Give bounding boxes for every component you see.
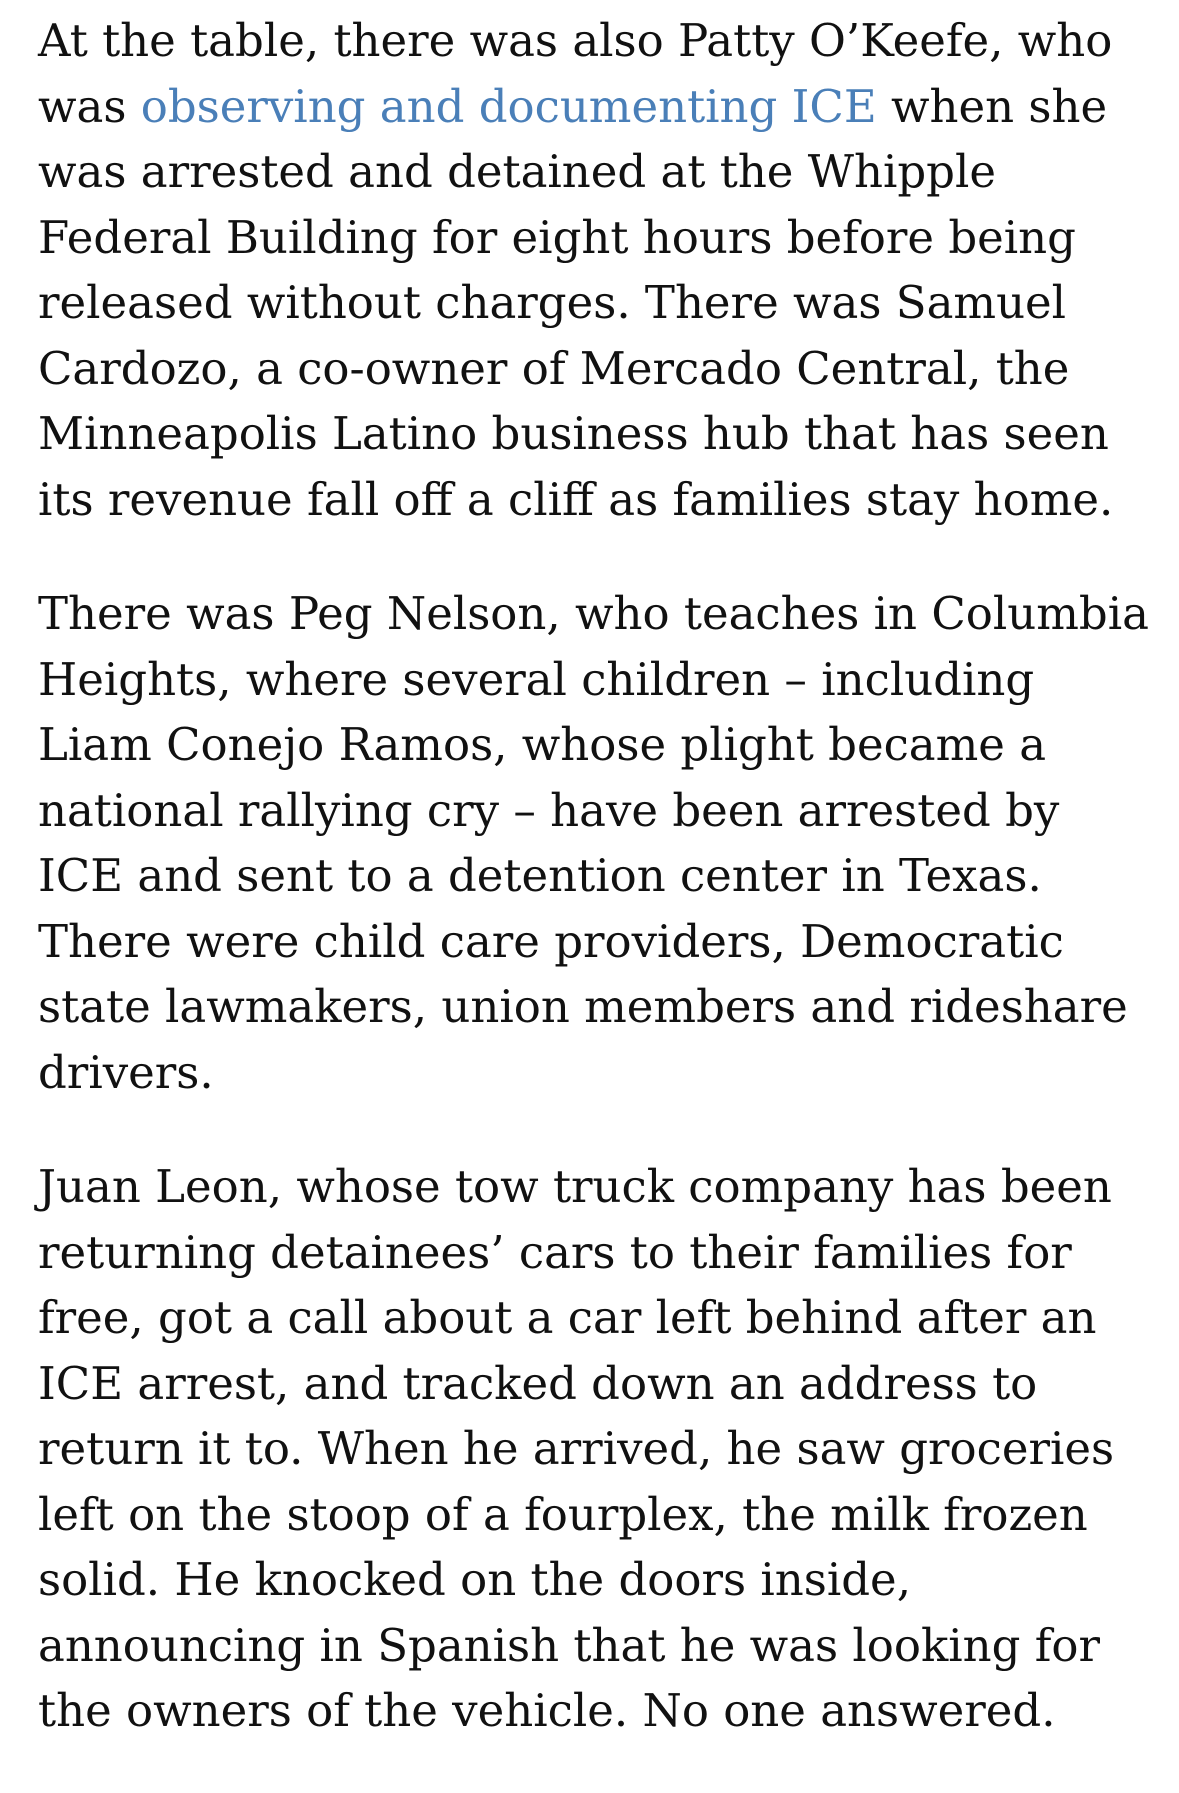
paragraph-3 (38, 1154, 1178, 1744)
text-line: was arrested and detained at the Whipple (38, 145, 997, 198)
text-line: Heights, where several children – including (38, 652, 1035, 706)
text-line: ICE and sent to a detention center in Texas. (38, 849, 1042, 902)
text-line: return it to. When he arrived, he saw groceries (38, 1422, 1115, 1475)
text-line: There was Peg Nelson, who teaches in Columbia (38, 587, 1149, 640)
text-line: national rallying cry – have been arrested by (38, 783, 1060, 837)
text-line: Federal Building for eight hours before being (38, 210, 1076, 264)
paragraph-1 (38, 8, 1178, 532)
observing-documenting-ice-link[interactable]: observing and documenting ICE (140, 79, 877, 133)
text-line: Minneapolis Latino business hub that has seen (38, 407, 1109, 460)
text-line: There were child care providers, Democratic (38, 914, 1064, 968)
text-line: Cardozo, a co-owner of Mercado Central, the (38, 341, 1070, 395)
article-body (38, 8, 1178, 1793)
paragraph-2 (38, 581, 1178, 1105)
text-line: ICE arrest, and tracked down an address to (38, 1356, 1038, 1410)
text-line: announcing in Spanish that he was looking for (38, 1618, 1100, 1672)
text-line: Liam Conejo Ramos, whose plight became a (38, 718, 1047, 771)
text-line: returning detainees’ cars to their families for (38, 1225, 1072, 1279)
text-line: released without charges. There was Samuel (38, 276, 1067, 329)
text-line (38, 74, 1178, 140)
text-line: free, got a call about a car left behind after an (38, 1291, 1097, 1344)
text-line: the owners of the vehicle. No one answered. (38, 1684, 1056, 1737)
text-line: state lawmakers, union members and rideshare (38, 980, 1128, 1033)
text-line: solid. He knocked on the doors inside, (38, 1553, 911, 1606)
text-line: drivers. (38, 1045, 214, 1099)
text-line: its revenue fall off a cliff as families stay home. (38, 472, 1114, 526)
text-fragment: when she (876, 79, 1108, 133)
text-fragment: was (38, 79, 141, 133)
text-line: At the table, there was also Patty O’Keefe, who (38, 14, 1113, 67)
text-line: Juan Leon, whose tow truck company has been (38, 1160, 1112, 1213)
text-line: left on the stoop of a fourplex, the milk frozen (38, 1487, 1088, 1541)
